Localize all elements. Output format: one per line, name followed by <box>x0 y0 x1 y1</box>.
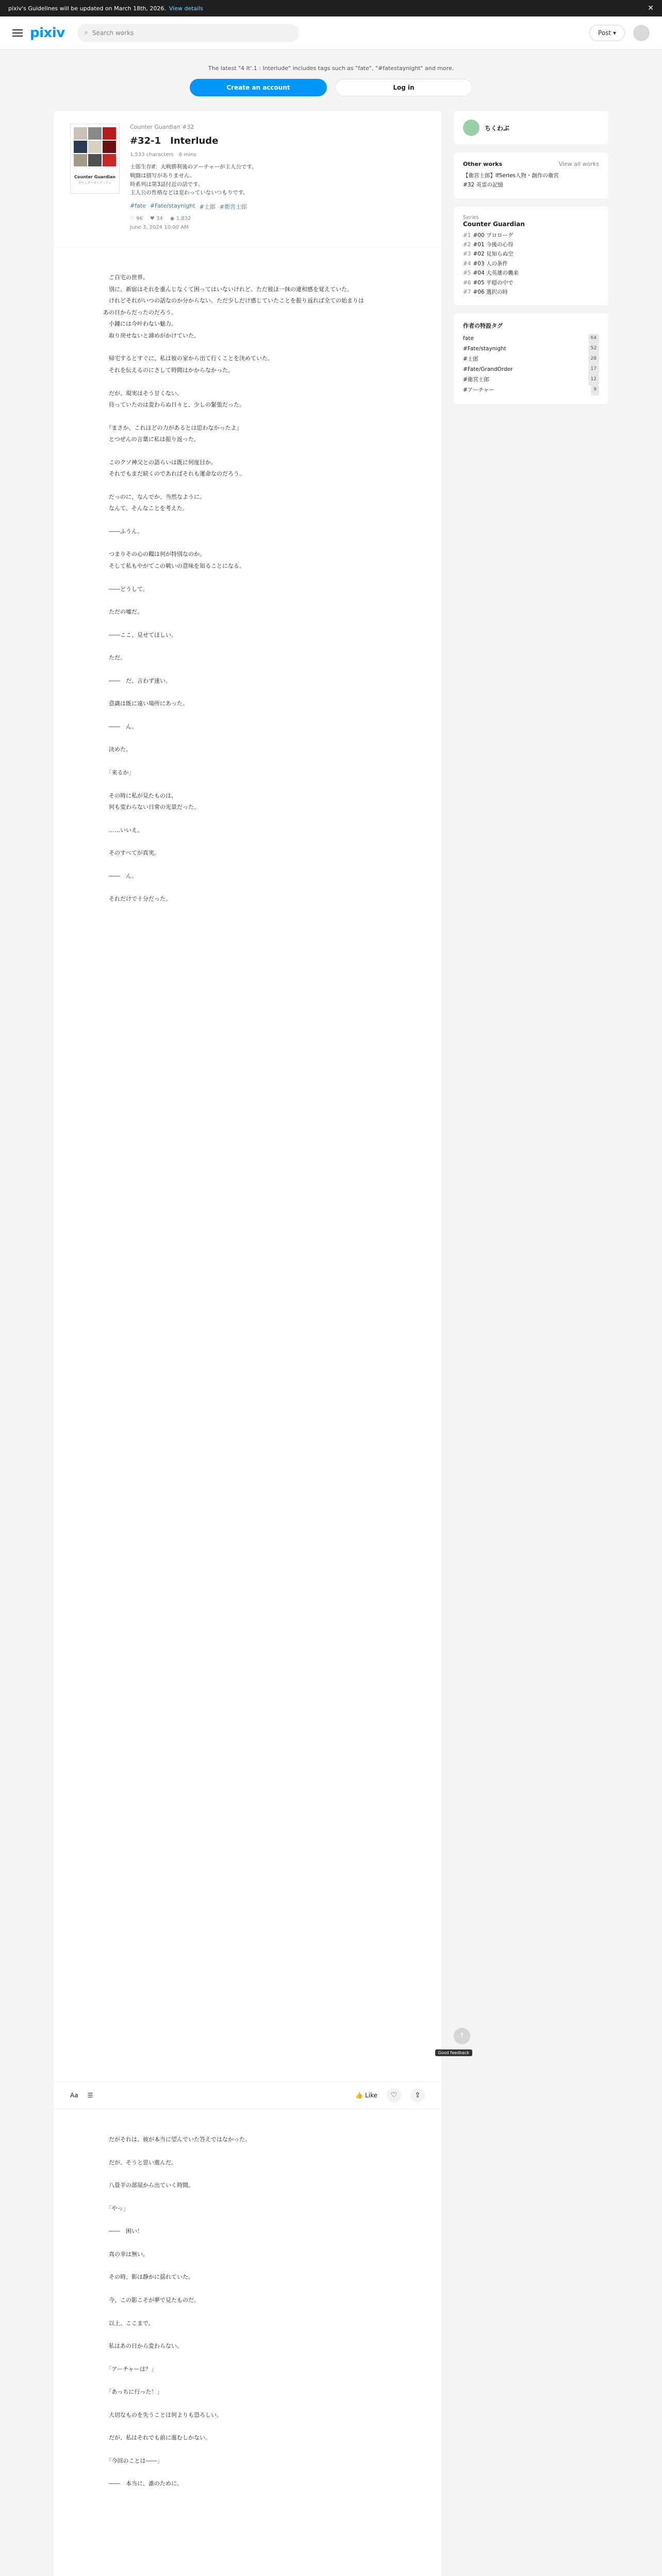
novel-paragraph: 取り戻せないと諦めがかけていた。 <box>103 332 200 339</box>
novel-paragraph <box>103 515 392 526</box>
novel-paragraph <box>103 2260 392 2272</box>
novel-paragraph: その時、影は静かに揺れていた。 <box>103 2274 194 2281</box>
create-account-button[interactable]: Create an account <box>190 79 327 96</box>
view-details-link[interactable]: View details <box>169 5 204 12</box>
novel-paragraph: 「あっちに行った！」 <box>103 2388 163 2396</box>
novel-paragraph: だが、私はそれでも前に進むしかない。 <box>103 2434 211 2442</box>
feedback-label: Good feedback <box>435 2049 472 2056</box>
tag-item[interactable]: #衛宮士郎 12 <box>463 375 599 385</box>
share-icon[interactable]: ⇪ <box>410 2088 425 2103</box>
tag-link[interactable]: #士郎 <box>199 204 216 211</box>
novel-paragraph: つまりその心の糧は何が特別なのか。 <box>103 551 205 558</box>
novel-paragraph: ―― 本当に、誰のために。 <box>103 2480 183 2487</box>
novel-paragraph <box>103 537 392 549</box>
tag-list <box>130 202 425 211</box>
close-icon[interactable]: ✕ <box>648 4 654 12</box>
list-icon[interactable]: ☰ <box>87 2092 93 2099</box>
post-button[interactable]: Post ▾ <box>589 25 625 41</box>
novel-paragraph: だっのに、なんでか、当然なように。 <box>103 493 205 500</box>
novel-paragraph: ―― だ、言わず達い。 <box>103 677 171 684</box>
novel-paragraph <box>103 2421 392 2432</box>
novel-paragraph: だが、そうと思い進んだ。 <box>103 2159 177 2166</box>
novel-paragraph: そのすべてが真実。 <box>103 850 160 857</box>
novel-paragraph: 以上、ここまで。 <box>103 2319 154 2327</box>
novel-paragraph: 帰宅するとすぐに、私は彼の家から出て行くことを決めていた。 <box>103 355 273 362</box>
novel-paragraph <box>103 2467 392 2478</box>
font-settings-button[interactable]: Aa <box>70 2092 78 2099</box>
novel-paragraph <box>103 733 392 744</box>
series-label: Series <box>463 214 479 221</box>
stats <box>130 216 425 222</box>
bookmark-heart-icon[interactable]: ♡ <box>387 2088 401 2103</box>
series-name[interactable]: Counter Guardian <box>463 220 525 228</box>
novel-paragraph: 何も変わらない日常の光景だった。 <box>103 804 200 811</box>
novel-paragraph <box>103 882 392 893</box>
search-input[interactable] <box>77 24 299 42</box>
novel-paragraph: ――どうして。 <box>103 585 148 592</box>
episode-item[interactable]: #7 #06 選択の時 <box>463 289 508 295</box>
list-item[interactable]: #32 英霊の記憶 <box>463 181 503 188</box>
novel-paragraph <box>103 2444 392 2455</box>
novel-body-continued <box>54 2109 441 2576</box>
menu-icon[interactable] <box>12 29 23 37</box>
episode-item[interactable]: #5 #04 大英雄の襲来 <box>463 270 519 277</box>
announcement-text: pixiv's Guidelines will be updated on March 18th, 2026. <box>8 5 166 12</box>
work-header <box>54 111 441 247</box>
author-card <box>454 111 608 144</box>
novel-paragraph: 「アーチャーは？」 <box>103 2365 157 2372</box>
novel-paragraph: その時に私が見たものは、 <box>103 792 177 799</box>
novel-paragraph <box>103 641 392 652</box>
novel-paragraph: 小鐘には今叶わない魅力。 <box>103 320 177 328</box>
novel-paragraph: ご自宅の世界。 <box>103 274 148 281</box>
novel-paragraph: あの日からだったのだろう。 <box>103 309 177 316</box>
novel-paragraph: 「今回のことは――」 <box>103 2457 163 2464</box>
tag-link[interactable]: #fate <box>130 202 146 210</box>
novel-paragraph: そして私もやがてこの戦いの意味を知ることになる。 <box>103 563 245 570</box>
cover-image[interactable] <box>70 124 120 194</box>
episode-item[interactable]: #3 #02 見知らぬ空 <box>463 251 514 258</box>
announcement-bar <box>0 0 662 16</box>
novel-paragraph <box>103 618 392 630</box>
novel-paragraph <box>103 756 392 767</box>
novel-panel <box>54 111 469 2576</box>
tag-item[interactable]: fate 64 <box>463 334 599 344</box>
episode-item[interactable]: #6 #05 平穏の中で <box>463 279 514 286</box>
novel-paragraph <box>103 2398 392 2410</box>
novel-paragraph: けれどそれがいつの話なのか分からない。ただ少しだけ感じていたことを振り返れば全ての始まりは <box>103 297 364 304</box>
other-works-card <box>454 152 608 198</box>
avatar[interactable] <box>633 25 650 41</box>
tag-item[interactable]: #アーチャー 9 <box>463 385 599 396</box>
novel-paragraph: 意識は既に遠い場所にあった。 <box>103 700 188 707</box>
novel-paragraph <box>103 779 392 790</box>
series-card <box>454 207 608 306</box>
tag-link[interactable]: #Fate/staynight <box>150 202 195 210</box>
novel-paragraph <box>103 411 392 422</box>
novel-paragraph: それでもまだ続くのであればそれも運命なのだろう。 <box>103 470 245 478</box>
novel-paragraph: 「やっ」 <box>103 2205 129 2212</box>
series-label[interactable]: Counter Guardian #32 <box>130 124 194 130</box>
novel-paragraph: 今、この影こそが夢で見たものだ。 <box>103 2297 200 2304</box>
novel-paragraph <box>103 446 392 457</box>
novel-paragraph <box>103 595 392 606</box>
login-button[interactable]: Log in <box>335 79 472 96</box>
novel-paragraph <box>103 687 392 698</box>
novel-paragraph <box>103 2329 392 2341</box>
novel-paragraph <box>103 2168 392 2180</box>
novel-paragraph: それを伝えるのにさして時間はかからなかった。 <box>103 367 234 374</box>
cover-subtitle: カウンターガーディアン <box>78 181 112 185</box>
novel-paragraph: ―― ん。 <box>103 723 138 730</box>
novel-paragraph: 真の幸は無い。 <box>103 2250 148 2258</box>
signup-promo <box>0 49 662 111</box>
reader-toolbar <box>54 2081 441 2109</box>
episode-item[interactable]: #2 #01 今後の心得 <box>463 242 514 248</box>
novel-paragraph: 待っていたのは変わらぬ日々と、少しの緊張だった。 <box>103 401 245 409</box>
novel-paragraph <box>103 2352 392 2364</box>
episode-item[interactable]: #4 #03 人の条件 <box>463 260 508 267</box>
novel-paragraph: ――ここ、見せてほしい。 <box>103 631 177 638</box>
tag-item[interactable]: #士郎 28 <box>463 354 599 365</box>
novel-paragraph: ―― ん。 <box>103 872 138 879</box>
novel-paragraph: このクソ神父との語らいは既に何度目か。 <box>103 459 217 466</box>
novel-paragraph: ただ。 <box>103 654 126 662</box>
novel-paragraph: 別に、新宿はそれを重んじなくて困ってはいないけれど。ただ彼ほ一抹の違和感を覚えていた。 <box>103 285 353 293</box>
cover-title: Counter Guardian <box>74 175 115 179</box>
view-all-link[interactable]: View all works <box>558 161 599 167</box>
search-placeholder: Search works <box>92 29 134 37</box>
like-button[interactable]: 👍 Like <box>355 2092 377 2099</box>
novel-paragraph <box>103 2283 392 2295</box>
novel-paragraph: 決めた。 <box>103 746 131 753</box>
novel-paragraph <box>103 664 392 675</box>
novel-paragraph <box>103 2214 392 2226</box>
other-works-title: Other works <box>463 161 503 167</box>
novel-paragraph <box>103 814 392 825</box>
view-stat: ◉ 1,832 <box>170 216 191 222</box>
novel-paragraph: ……いいえ。 <box>103 826 143 834</box>
tags-title: 作者の特設タグ <box>463 323 503 330</box>
novel-paragraph: ―― 困い！ <box>103 2228 143 2235</box>
novel-paragraph: だがそれは、彼が本当に望んでいた答えではなかった。 <box>103 2136 251 2143</box>
pixiv-logo[interactable]: pixiv <box>30 25 65 41</box>
novel-paragraph: それだけで十分だった。 <box>103 895 171 903</box>
promo-text: The latest "4 It'.1 : Interlude" includes tags such as "fate", "#fatestaynight" and more. <box>208 64 454 72</box>
novel-paragraph <box>103 2375 392 2386</box>
post-date: June 3, 2024 10:00 AM <box>130 225 189 231</box>
sidebar <box>454 111 608 412</box>
tag-item[interactable]: #Fate/GrandOrder 17 <box>463 365 599 375</box>
novel-paragraph: 大切なものを失うことは何よりも恐ろしい。 <box>103 2411 222 2418</box>
like-stat: ♡ 96 <box>130 216 143 222</box>
novel-paragraph <box>103 710 392 721</box>
novel-paragraph <box>103 572 392 584</box>
novel-paragraph: ――ふうん。 <box>103 528 143 535</box>
page-title: #32-1 Interlude <box>130 135 219 146</box>
novel-paragraph <box>103 377 392 388</box>
list-item[interactable]: 【衛宮士郎】ifSeries人物・創作の衛宮 <box>463 173 559 179</box>
character-count: 1,533 characters 6 mins <box>130 152 196 158</box>
novel-paragraph: 八畳半の部屋から出ていく時間。 <box>103 2182 194 2189</box>
novel-body <box>54 247 441 2081</box>
top-header <box>0 16 662 49</box>
novel-paragraph <box>103 342 392 353</box>
novel-paragraph: 『まさか、これほどの力があるとは思わなかったよ』 <box>103 424 242 431</box>
novel-paragraph <box>103 2146 392 2157</box>
author-name[interactable]: ちくわぶ <box>485 124 510 132</box>
bookmark-stat: ♥ 34 <box>150 216 163 222</box>
novel-paragraph: なんて、そんなことを考えた。 <box>103 505 188 512</box>
novel-paragraph <box>103 2192 392 2203</box>
novel-paragraph <box>103 2307 392 2318</box>
novel-paragraph: 私はあの日から変わらない。 <box>103 2343 183 2350</box>
author-avatar[interactable] <box>463 120 479 136</box>
novel-paragraph <box>103 2238 392 2249</box>
tag-link[interactable]: #衛宮士郎 <box>219 204 247 211</box>
novel-paragraph <box>103 480 392 492</box>
novel-paragraph: とつぜんの言葉に私は振り返った。 <box>103 436 200 443</box>
description: 士郎生存if：大戦勝利後のアーチャーが主人公です。 戦闘は描写がありません。 時系列は第3話付近の話です。 主人公の性格などは変わっていないつもりです。 <box>130 164 257 196</box>
novel-paragraph <box>103 836 392 848</box>
novel-paragraph: だが、現実はそう甘くない。 <box>103 389 183 397</box>
scroll-top-icon[interactable]: ↑ <box>454 2028 470 2044</box>
novel-paragraph <box>103 859 392 871</box>
search-icon: ⌕ <box>84 29 88 37</box>
novel-paragraph: 「来るか」 <box>103 769 135 776</box>
tag-item[interactable]: #Fate/staynight 52 <box>463 344 599 354</box>
episode-item[interactable]: #1 #00 プロローグ <box>463 232 514 239</box>
tags-card <box>454 313 608 404</box>
novel-paragraph: ただの嘘だ。 <box>103 608 143 616</box>
